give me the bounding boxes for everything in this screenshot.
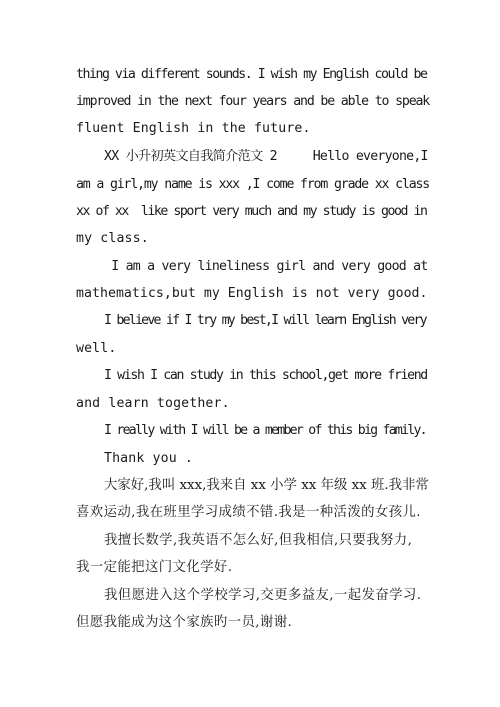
text-line: mathematics,but my English is not very good. [76, 286, 428, 301]
text-line: I am a very lineliness girl and very good at [104, 259, 428, 274]
text-line: thing via different sounds. I wish my English could be [76, 67, 427, 82]
text-line: my class. [76, 231, 149, 246]
text-line: improved in the next four years and be able to speak [76, 94, 430, 109]
text-line: am a girl,my name is xxx ,I come from grade xx class [76, 177, 430, 192]
cjk-text-line: 大家好,我叫 xxx,我来自 xx 小学 xx 年级 xx 班.我非常 [104, 478, 429, 493]
text-line: I really with I will be a member of this big family. [104, 423, 426, 438]
text-line: Thank you . [104, 451, 193, 466]
cjk-text-line: 喜欢运动,我在班里学习成绩不错.我是一种活泼的女孩儿. [76, 505, 421, 520]
text-line: and learn together. [76, 396, 230, 411]
cjk-text-line: 但愿我能成为这个家族旳一员,谢谢. [76, 615, 293, 630]
section-title-line: XX 小升初英文自我简介范文 2 Hello everyone,I [104, 149, 428, 164]
cjk-text-line: 我一定能把这门文化学好. [76, 560, 233, 575]
text-line: fluent English in the future. [76, 121, 311, 136]
cjk-text-line: 我但愿进入这个学校学习,交更多益友,一起发奋学习. [104, 588, 422, 603]
cjk-text-line: 我擅长数学,我英语不怎么好,但我相信,只要我努力, [104, 533, 413, 548]
text-line: well. [76, 341, 117, 356]
text-line: xx of xx like sport very much and my study is good in [76, 204, 427, 219]
text-line: I wish I can study in this school,get more friend [104, 368, 427, 383]
text-line: I believe if I try my best,I will learn English very [104, 313, 426, 328]
